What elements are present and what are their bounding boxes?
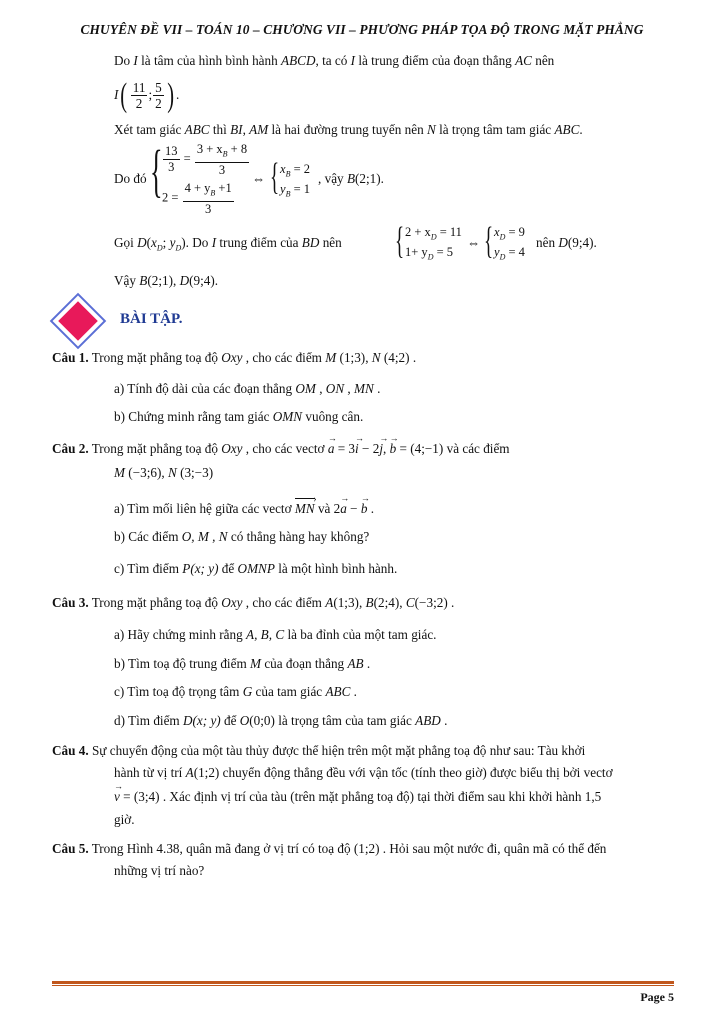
math-var: O: [239, 713, 250, 728]
question-label: Câu 2.: [52, 441, 89, 456]
vector-var: → b: [390, 440, 397, 458]
question-label: Câu 5.: [52, 841, 89, 856]
text: d) Tìm điểm: [114, 713, 183, 728]
text: để: [218, 561, 238, 576]
text: là hai đường trung tuyến nên: [268, 122, 427, 137]
text: ,: [399, 595, 406, 610]
math-var: C: [405, 595, 415, 610]
paren-close: ): [166, 76, 174, 114]
math-var: P: [182, 561, 191, 576]
text: Trong mặt phẳng toạ độ: [88, 595, 222, 610]
text: = 9: [505, 225, 525, 239]
math-var: (x; y): [192, 713, 221, 728]
text: 2 =: [162, 190, 179, 205]
vector-var: → i: [355, 440, 359, 458]
math-var: N: [371, 350, 381, 365]
vector-var: → a: [328, 440, 335, 458]
text: 1+ y: [405, 245, 428, 259]
question-3b: [114, 655, 370, 673]
math-var: B: [346, 171, 355, 186]
question-2b: [114, 528, 369, 546]
vector-var: MN ›: [295, 500, 315, 518]
numerator: 13: [165, 144, 178, 159]
text: có thẳng hàng hay không?: [227, 529, 370, 544]
numerator: [183, 181, 234, 202]
subscript: B: [210, 188, 216, 198]
question-1a: [114, 380, 380, 398]
math-var: I: [114, 87, 119, 102]
math-var: y: [494, 245, 500, 259]
text: ,: [242, 122, 250, 137]
math-var: Oxy: [221, 595, 243, 610]
text: +1: [215, 181, 232, 195]
text: ,: [358, 595, 366, 610]
math-var: ABD: [415, 713, 441, 728]
text: .: [373, 381, 381, 396]
text: = 2: [290, 162, 311, 176]
math-var: y: [169, 235, 176, 250]
page-header: CHUYÊN ĐỀ VII – TOÁN 10 – CHƯƠNG VII – PHƯƠNG PHÁP TỌA ĐỘ TRONG MẶT PHẲNG: [80, 22, 644, 37]
text: b) Tìm toạ độ trung điểm: [114, 656, 251, 671]
text: để: [220, 713, 240, 728]
question-4-line-2: [114, 764, 613, 782]
text: của tam giác: [252, 684, 326, 699]
system-row-2: [162, 181, 235, 217]
page-number: Page 5: [640, 990, 674, 1004]
text: nên: [536, 235, 559, 250]
math-var: OM: [295, 381, 316, 396]
section-title: BÀI TẬP.: [120, 311, 183, 327]
text: (1;3): [336, 350, 366, 365]
math-var: MN: [354, 381, 374, 396]
question-label: Câu 4.: [52, 743, 89, 758]
text: a) Tính độ dài của các đoạn thẳng: [114, 381, 296, 396]
question-2c: [114, 560, 397, 578]
text: . Hỏi sau một nước đi, quân mã có thể đến: [379, 841, 607, 856]
question-5-line-1: [52, 840, 606, 858]
text: Trong mặt phẳng toạ độ: [88, 441, 222, 456]
vector-var: → a: [340, 500, 347, 518]
vector-var: → j: [379, 440, 383, 458]
math-var: M: [325, 350, 337, 365]
subscript: B: [285, 169, 291, 179]
text: nên: [319, 235, 342, 250]
math-var: N: [167, 465, 177, 480]
text: .: [363, 656, 371, 671]
math-var: G: [242, 684, 253, 699]
math-var: ON: [325, 381, 345, 396]
text: nên: [531, 53, 555, 68]
system3-row-2: [405, 243, 453, 267]
question-1: [52, 349, 416, 367]
math-var: D: [137, 235, 147, 250]
text: ): [181, 235, 186, 250]
denominator: 3: [168, 160, 175, 175]
text: là trọng tâm của tam giác: [274, 713, 416, 728]
text: c) Tìm toạ độ trọng tâm: [114, 684, 243, 699]
system4-row-2: [494, 243, 525, 267]
text: là ba đỉnh của một tam giác.: [284, 627, 437, 642]
math-var: I: [350, 53, 356, 68]
text: + 8: [227, 142, 248, 156]
question-4-line-3: [114, 788, 601, 806]
text: ,: [161, 465, 168, 480]
math-var: B: [139, 273, 148, 288]
math-var: BD: [301, 235, 320, 250]
text: 4 + y: [184, 181, 211, 195]
denominator: 3: [205, 201, 212, 216]
question-5-line-2: những vị trí nào?: [114, 863, 205, 878]
iff-symbol: ⇔: [252, 171, 266, 186]
math-var: x: [151, 235, 157, 250]
text: c) Tìm điểm: [114, 561, 183, 576]
question-4-line-1: [52, 742, 585, 760]
math-var: Oxy: [221, 441, 243, 456]
text: .: [447, 595, 455, 610]
math-var: ABC: [554, 122, 580, 137]
question-3: [52, 594, 454, 612]
brace-left: {: [395, 220, 405, 262]
math-var: x: [280, 162, 286, 176]
math-var: I: [211, 235, 217, 250]
text: (3;−3): [176, 465, 214, 480]
text: Do: [114, 53, 134, 68]
text: Sự chuyển động của một tàu thủy được thể hiện trên một mặt phẳng toạ độ như sau: Tàu khởi: [88, 743, 586, 758]
question-2a: [114, 500, 374, 518]
text: 2 + x: [405, 225, 431, 239]
text: .: [367, 501, 375, 516]
system2-row-2: [280, 180, 310, 204]
question-2-points: [114, 464, 213, 482]
fraction: [183, 181, 234, 217]
question-3a: [114, 626, 436, 644]
text: .: [214, 273, 219, 288]
math-var: (x; y): [190, 561, 219, 576]
text: là một hình bình hành.: [274, 561, 398, 576]
brace-left: {: [270, 156, 280, 198]
fraction: [153, 80, 164, 111]
text: .: [409, 350, 417, 365]
text: ,: [172, 273, 180, 288]
text: −: [346, 501, 361, 516]
math-var: I: [133, 53, 138, 68]
section-diamond-icon: [50, 293, 108, 351]
text: = (4;−1): [396, 441, 444, 456]
text: = 5: [433, 245, 454, 259]
question-1b: [114, 408, 363, 426]
text: Gọi: [114, 235, 138, 250]
text: . Do: [185, 235, 212, 250]
text: , ta có: [315, 53, 351, 68]
text: a) Tìm mối liên hệ giữa các vectơ: [114, 501, 295, 516]
text: a) Hãy chứng minh rằng: [114, 627, 247, 642]
math-var: OMNP: [237, 561, 275, 576]
subscript: D: [499, 232, 506, 242]
subscript: D: [175, 243, 182, 253]
text: (9;4): [567, 235, 594, 250]
text: − 2: [358, 441, 380, 456]
text: .: [593, 235, 597, 250]
text: (4;2): [380, 350, 410, 365]
text: và các điểm: [443, 441, 510, 456]
text: (: [146, 235, 152, 250]
denominator: 3: [218, 162, 226, 177]
numerator: [195, 142, 249, 163]
math-var: A, B, C: [246, 627, 285, 642]
math-var: B: [365, 595, 374, 610]
solution-line-4-tail: [318, 170, 384, 188]
text: (1;3): [333, 595, 359, 610]
text: Vậy: [114, 273, 140, 288]
subscript: B: [222, 149, 228, 159]
text: .: [350, 684, 357, 699]
subscript: D: [430, 232, 437, 242]
text: ,: [344, 381, 355, 396]
text: ;: [162, 235, 170, 250]
text: , cho các điểm: [242, 350, 326, 365]
solution-line-1: [114, 52, 554, 70]
text: = 11: [436, 225, 462, 239]
text: là trọng tâm tam giác: [435, 122, 555, 137]
text: (−3;6): [125, 465, 162, 480]
subscript: D: [499, 252, 506, 262]
system-row-1: $\frac{13}{3}$ = $\frac{3 + x_B + 8}{3}$: [165, 142, 248, 177]
brace-left: {: [150, 138, 163, 203]
math-var: N: [427, 122, 436, 137]
text: là tâm của hình bình hành: [137, 53, 282, 68]
text: chuyển động thẳng đều với vận tốc (tính theo giờ) được biểu thị bởi vectơ: [219, 765, 613, 780]
solution-line-3: [114, 121, 583, 139]
text: ,: [383, 441, 390, 456]
question-3d: [114, 712, 447, 730]
solution-line-4-label: Do đó: [114, 171, 147, 186]
text: Trong Hình 4.38, quân mã đang ở vị trí có toạ độ: [88, 841, 354, 856]
text: Xét tam giác: [114, 122, 185, 137]
text: ,: [315, 381, 326, 396]
math-var: AC: [515, 53, 532, 68]
math-var: AB: [347, 656, 364, 671]
text: = 3: [334, 441, 356, 456]
text: (1;2): [353, 841, 380, 856]
iff-symbol: ⇔: [467, 235, 481, 250]
text: 3 + x: [196, 142, 223, 156]
numerator: 5: [155, 80, 162, 96]
fraction: [195, 142, 249, 178]
text: ,: [365, 350, 372, 365]
question-label: Câu 3.: [52, 595, 89, 610]
question-4-line-4: giờ.: [114, 812, 135, 827]
vector-var: → v: [114, 788, 120, 806]
text: = 1: [290, 182, 311, 196]
footer-rule-thin: [52, 985, 674, 986]
question-label: Câu 1.: [52, 350, 89, 365]
math-var: ABC: [325, 684, 351, 699]
math-var: BI: [230, 122, 243, 137]
text: , cho các vectơ: [242, 441, 328, 456]
text: vuông cân.: [302, 409, 364, 424]
solution-line-2: I( $\frac{11}{2}$ ; $\frac{5}{2}$ ) .: [114, 76, 180, 114]
text: (−3;2): [414, 595, 448, 610]
text: .: [579, 122, 583, 137]
text: = 4: [505, 245, 525, 259]
paren-open: (: [120, 76, 128, 114]
brace-left: {: [484, 220, 494, 262]
math-var: D: [179, 273, 190, 288]
math-var: AM: [249, 122, 269, 137]
numerator: 11: [132, 80, 146, 96]
solution-line-5: [114, 234, 342, 258]
text: là trung điểm của đoạn thẳng: [355, 53, 516, 68]
text: (9;4): [189, 273, 215, 288]
subscript: D: [427, 252, 434, 262]
text: Trong mặt phẳng toạ độ: [88, 350, 222, 365]
math-var: D: [182, 713, 193, 728]
denominator: 2: [155, 96, 162, 112]
question-2: [52, 440, 510, 458]
text: (1;2): [193, 765, 220, 780]
text: (2;4): [373, 595, 400, 610]
text: .: [440, 713, 448, 728]
question-3c: [114, 683, 357, 701]
text: , cho các điểm: [242, 595, 326, 610]
solution-line-5-tail: [536, 234, 597, 252]
solution-line-6: [114, 272, 218, 290]
text: (2;1): [147, 273, 173, 288]
text: của đoạn thẳng: [261, 656, 348, 671]
math-var: x: [494, 225, 500, 239]
text: . Xác định vị trí của tàu (trên mặt phẳng toạ độ) tại thời điểm sau khi khởi hành 1,5: [159, 789, 602, 804]
text: .: [380, 171, 384, 186]
text: = (3;4): [119, 789, 160, 804]
fraction: [131, 80, 148, 111]
subscript: B: [285, 189, 291, 199]
math-var: ABCD: [281, 53, 316, 68]
math-var: M: [114, 465, 125, 480]
math-var: ABC: [184, 122, 210, 137]
math-var: D: [558, 235, 568, 250]
text: b) Các điểm: [114, 529, 182, 544]
text: (2;1): [355, 171, 381, 186]
denominator: 2: [135, 96, 143, 112]
text: b) Chứng minh rằng tam giác: [114, 409, 273, 424]
math-var: Oxy: [221, 350, 243, 365]
footer-rule: [52, 981, 674, 984]
math-var: O, M , N: [181, 529, 228, 544]
text: (0;0): [249, 713, 275, 728]
text: và 2: [314, 501, 341, 516]
subscript: D: [156, 243, 163, 253]
math-var: A: [185, 765, 194, 780]
text: trung điểm của: [216, 235, 302, 250]
text: thì: [209, 122, 231, 137]
text: hành từ vị trí: [114, 765, 186, 780]
fraction: [163, 144, 180, 175]
math-var: y: [280, 182, 286, 196]
math-var: A: [325, 595, 334, 610]
math-var: M: [250, 656, 262, 671]
vector-var: → b: [361, 500, 368, 518]
text: , vậy: [318, 171, 347, 186]
math-var: OMN: [272, 409, 303, 424]
